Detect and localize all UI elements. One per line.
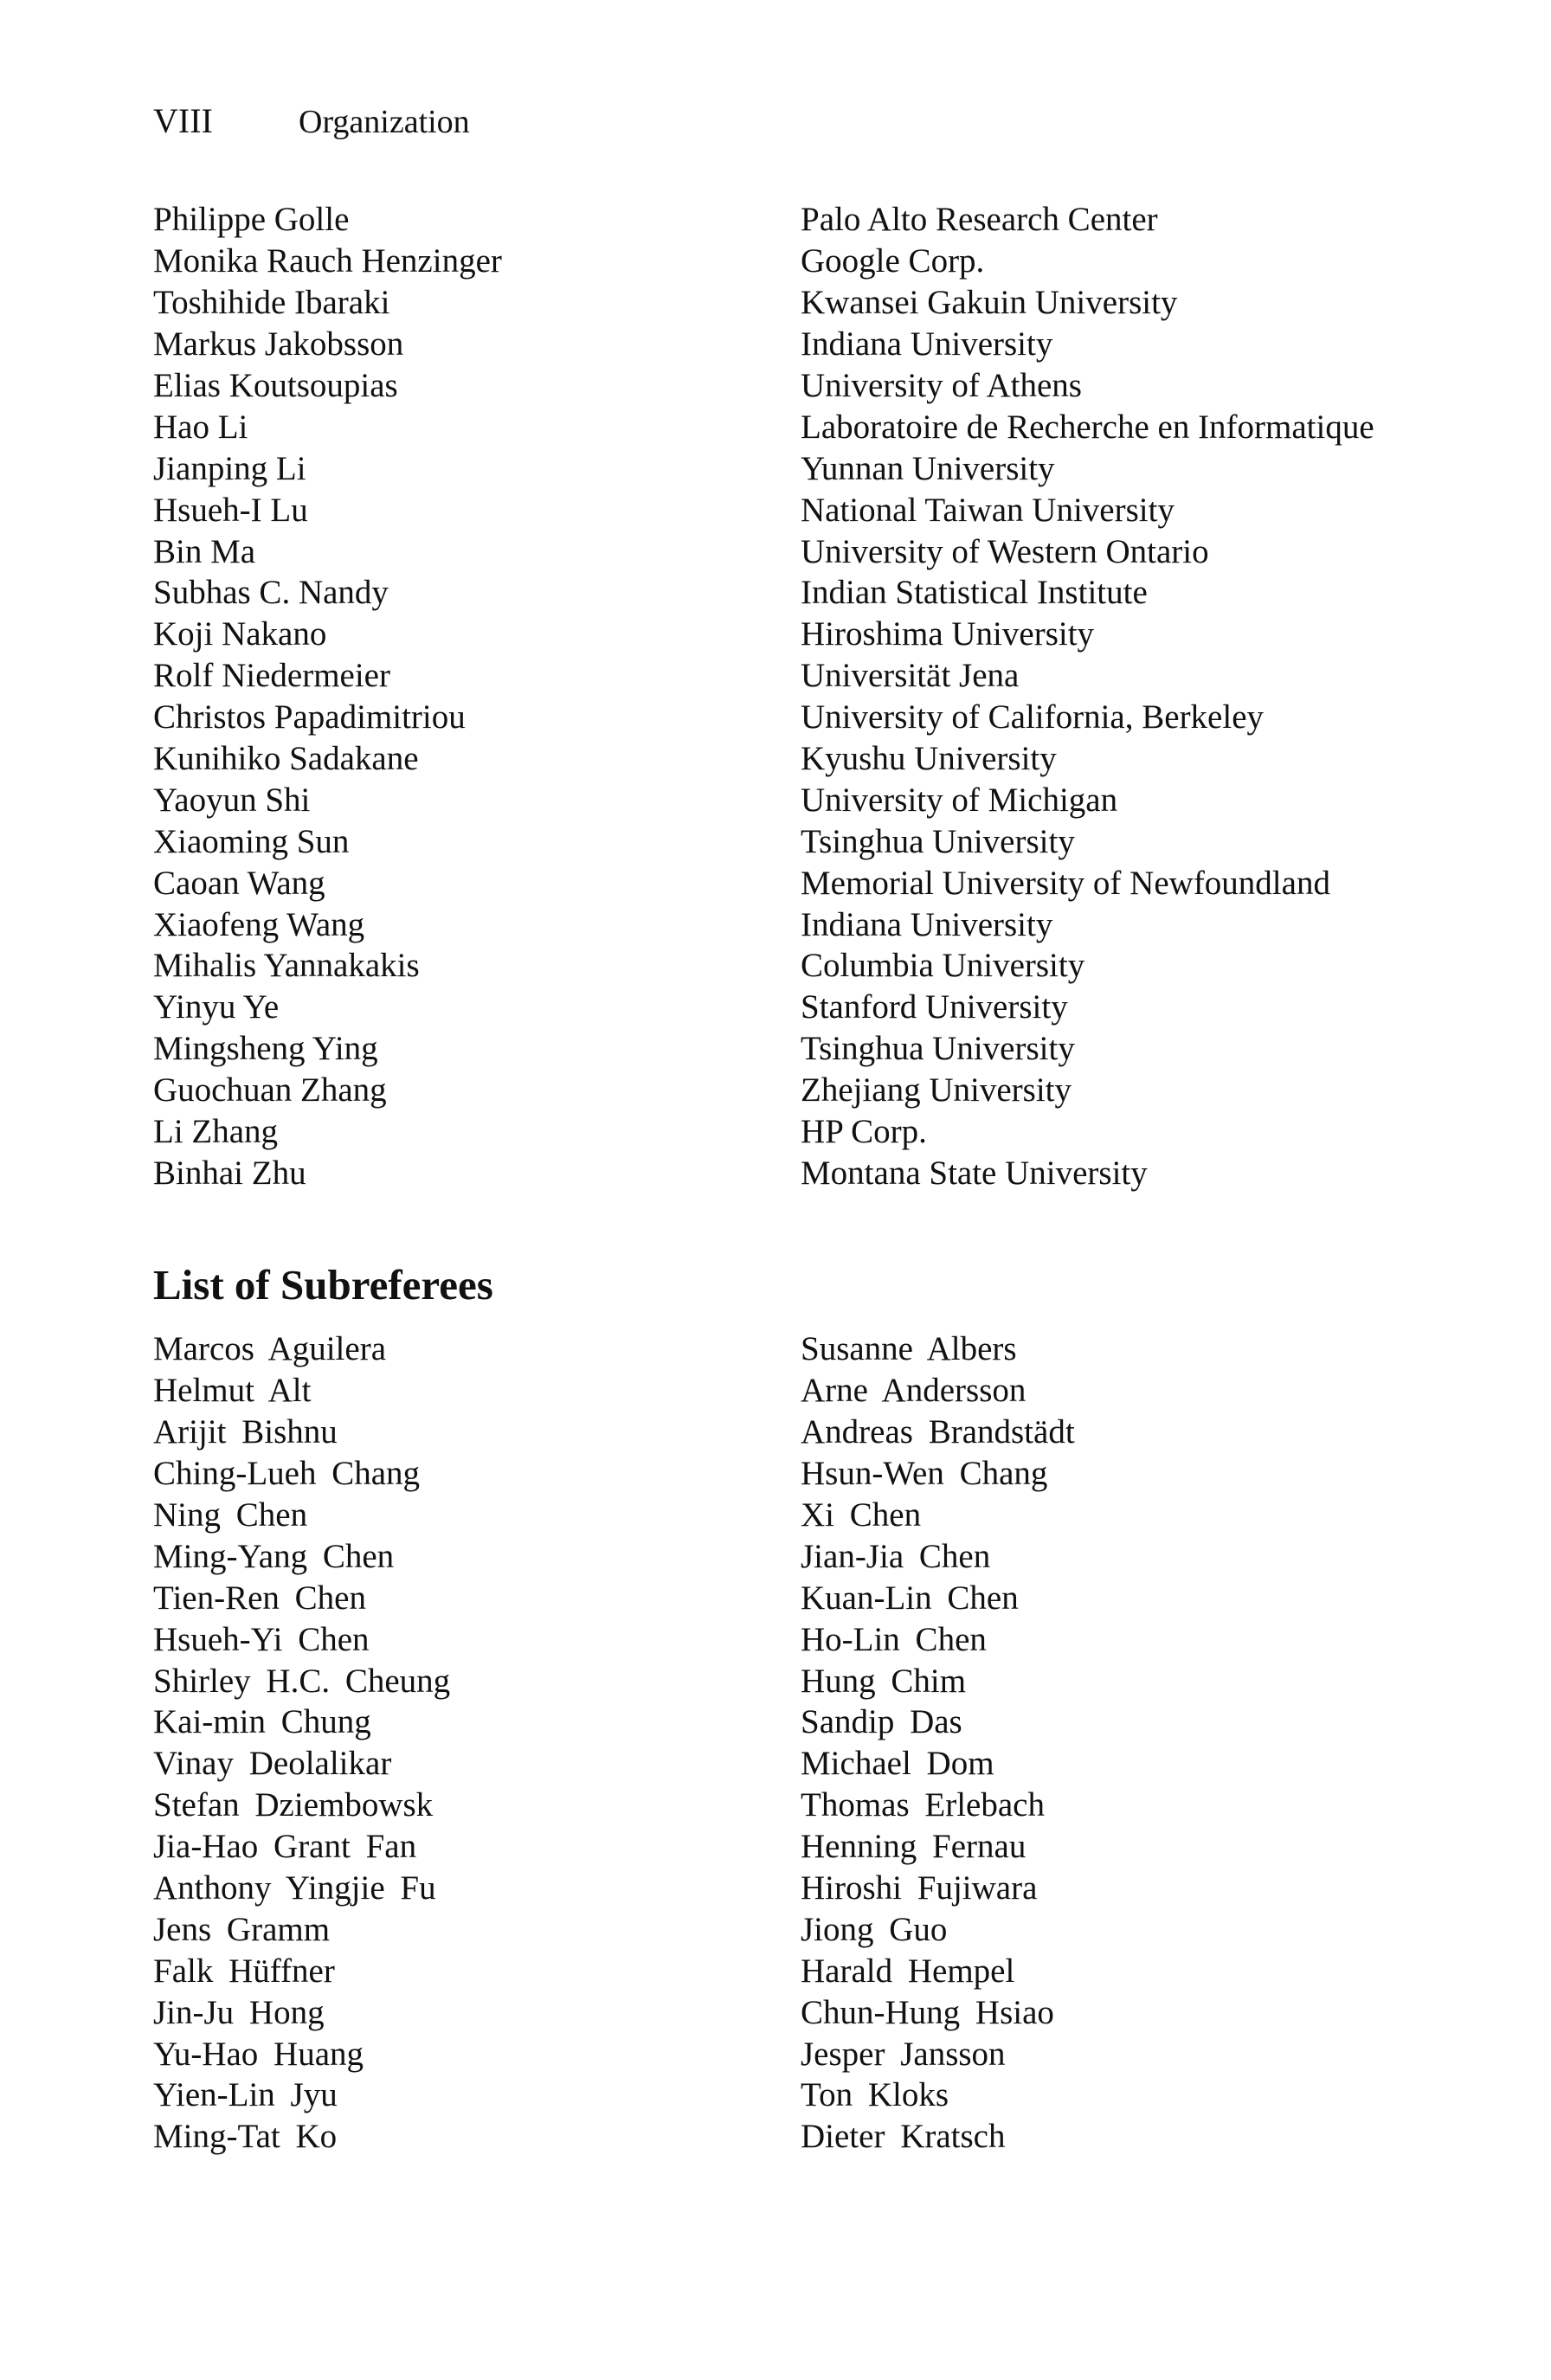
committee-row	[153, 987, 1417, 1028]
subreferee-name: Jesper Jansson	[801, 2035, 1006, 2073]
member-affiliation: Tsinghua University	[801, 822, 1075, 860]
committee-row	[153, 324, 1417, 365]
member-affiliation: Tsinghua University	[801, 1030, 1075, 1068]
subreferee-name: Hsueh-Yi Chen	[153, 1620, 370, 1658]
subreferee-row	[153, 1535, 1417, 1577]
subreferee-list	[153, 1328, 1417, 2158]
subreferee-row	[153, 1328, 1417, 1370]
subreferee-name: Yu-Hao Huang	[153, 2035, 364, 2073]
subreferee-name: Thomas Erlebach	[801, 1786, 1045, 1824]
subreferees-section-title: List of Subreferees	[153, 1261, 493, 1309]
committee-row	[153, 738, 1417, 780]
subreferee-name: Shirley H.C. Cheung	[153, 1662, 451, 1700]
committee-row	[153, 1070, 1417, 1111]
member-name: Hao Li	[153, 408, 248, 446]
member-affiliation: University of Michigan	[801, 781, 1118, 819]
member-name: Mingsheng Ying	[153, 1030, 378, 1068]
subreferee-name: Kai-min Chung	[153, 1703, 371, 1741]
subreferee-row	[153, 1826, 1417, 1868]
subreferee-row	[153, 1618, 1417, 1660]
committee-list	[153, 199, 1417, 1193]
subreferee-row	[153, 2116, 1417, 2158]
committee-row	[153, 406, 1417, 447]
subreferee-name: Anthony Yingjie Fu	[153, 1869, 436, 1907]
subreferee-row	[153, 1743, 1417, 1785]
member-affiliation: Zhejiang University	[801, 1071, 1072, 1110]
member-name: Guochuan Zhang	[153, 1071, 387, 1110]
subreferee-name: Henning Fernau	[801, 1828, 1026, 1866]
subreferee-row	[153, 1453, 1417, 1495]
member-name: Markus Jakobsson	[153, 325, 404, 363]
member-affiliation: Memorial University of Newfoundland	[801, 864, 1330, 902]
subreferee-name: Jiong Guo	[801, 1910, 948, 1948]
subreferee-name: Hiroshi Fujiwara	[801, 1869, 1038, 1907]
subreferee-row	[153, 1412, 1417, 1453]
committee-row	[153, 945, 1417, 987]
member-affiliation: Montana State University	[801, 1154, 1148, 1192]
subreferee-name: Tien-Ren Chen	[153, 1579, 366, 1617]
committee-row	[153, 697, 1417, 738]
committee-row	[153, 572, 1417, 614]
subreferee-row	[153, 1495, 1417, 1536]
member-affiliation: Stanford University	[801, 988, 1068, 1026]
page-header	[153, 97, 470, 146]
member-name: Monika Rauch Henzinger	[153, 242, 502, 280]
subreferee-name: Yien-Lin Jyu	[153, 2076, 338, 2114]
member-affiliation: Google Corp.	[801, 242, 985, 280]
subreferee-row	[153, 1701, 1417, 1743]
committee-row	[153, 241, 1417, 282]
subreferee-name: Arne Andersson	[801, 1372, 1026, 1410]
subreferee-name: Jens Gramm	[153, 1910, 331, 1948]
member-affiliation: National Taiwan University	[801, 491, 1175, 529]
committee-row	[153, 1152, 1417, 1193]
subreferee-name: Ming-Tat Ko	[153, 2118, 338, 2156]
subreferee-name: Sandip Das	[801, 1703, 962, 1741]
member-affiliation: Indiana University	[801, 905, 1053, 943]
subreferee-name: Ho-Lin Chen	[801, 1620, 987, 1658]
member-affiliation: Kyushu University	[801, 740, 1057, 778]
member-name: Xiaoming Sun	[153, 822, 350, 860]
subreferee-row	[153, 1908, 1417, 1950]
subreferee-row	[153, 1660, 1417, 1701]
subreferee-name: Ton Kloks	[801, 2076, 949, 2114]
subreferee-name: Chun-Hung Hsiao	[801, 1993, 1054, 2031]
member-name: Caoan Wang	[153, 864, 325, 902]
committee-row	[153, 282, 1417, 324]
member-name: Xiaofeng Wang	[153, 905, 365, 943]
subreferee-name: Stefan Dziembowsk	[153, 1786, 434, 1824]
committee-row	[153, 1111, 1417, 1153]
member-affiliation: Yunnan University	[801, 449, 1055, 487]
committee-row	[153, 779, 1417, 820]
committee-row	[153, 862, 1417, 904]
subreferee-name: Dieter Kratsch	[801, 2118, 1006, 2156]
member-affiliation: University of California, Berkeley	[801, 698, 1265, 737]
subreferee-name: Jin-Ju Hong	[153, 1993, 325, 2031]
subreferee-name: Michael Dom	[801, 1745, 994, 1783]
committee-row	[153, 820, 1417, 862]
subreferee-name: Jia-Hao Grant Fan	[153, 1828, 417, 1866]
member-name: Koji Nakano	[153, 615, 327, 653]
subreferee-name: Marcos Aguilera	[153, 1330, 387, 1368]
committee-row	[153, 1028, 1417, 1070]
member-name: Subhas C. Nandy	[153, 574, 389, 612]
member-affiliation: Columbia University	[801, 947, 1085, 985]
committee-row	[153, 531, 1417, 572]
subreferee-name: Ning Chen	[153, 1496, 308, 1534]
member-affiliation: Universität Jena	[801, 657, 1020, 695]
member-name: Yinyu Ye	[153, 988, 280, 1026]
subreferee-name: Falk Hüffner	[153, 1952, 335, 1990]
member-name: Hsueh-I Lu	[153, 491, 308, 529]
committee-row	[153, 199, 1417, 241]
subreferee-row	[153, 1991, 1417, 2033]
committee-row	[153, 365, 1417, 407]
subreferee-name: Andreas Brandstädt	[801, 1413, 1075, 1451]
member-name: Toshihide Ibaraki	[153, 284, 390, 322]
subreferee-row	[153, 1577, 1417, 1618]
subreferee-row	[153, 2033, 1417, 2074]
committee-row	[153, 447, 1417, 489]
subreferee-name: Harald Hempel	[801, 1952, 1015, 1990]
member-name: Philippe Golle	[153, 201, 350, 239]
subreferee-name: Vinay Deolalikar	[153, 1745, 392, 1783]
member-affiliation: Laboratoire de Recherche en Informatique	[801, 408, 1374, 446]
member-name: Christos Papadimitriou	[153, 698, 466, 737]
subreferee-row	[153, 1868, 1417, 1909]
subreferee-name: Susanne Albers	[801, 1330, 1017, 1368]
member-name: Binhai Zhu	[153, 1154, 306, 1192]
committee-row	[153, 614, 1417, 655]
committee-row	[153, 904, 1417, 945]
subreferee-name: Ming-Yang Chen	[153, 1537, 395, 1575]
page-number: VIII	[153, 101, 213, 140]
member-affiliation: Hiroshima University	[801, 615, 1095, 653]
subreferee-row	[153, 2074, 1417, 2116]
member-name: Bin Ma	[153, 532, 256, 570]
subreferee-name: Arijit Bishnu	[153, 1413, 338, 1451]
member-affiliation: Indiana University	[801, 325, 1053, 363]
subreferee-row	[153, 1370, 1417, 1412]
committee-row	[153, 655, 1417, 697]
running-title: Organization	[299, 104, 470, 140]
member-name: Rolf Niedermeier	[153, 657, 390, 695]
committee-row	[153, 489, 1417, 531]
member-name: Kunihiko Sadakane	[153, 740, 419, 778]
member-affiliation: Palo Alto Research Center	[801, 201, 1158, 239]
member-affiliation: HP Corp.	[801, 1113, 927, 1151]
subreferee-name: Hung Chim	[801, 1662, 967, 1700]
subreferee-name: Jian-Jia Chen	[801, 1537, 991, 1575]
member-name: Yaoyun Shi	[153, 781, 311, 819]
subreferee-name: Ching-Lueh Chang	[153, 1455, 421, 1493]
member-affiliation: Kwansei Gakuin University	[801, 284, 1178, 322]
subreferee-name: Kuan-Lin Chen	[801, 1579, 1019, 1617]
member-name: Mihalis Yannakakis	[153, 947, 420, 985]
subreferee-row	[153, 1950, 1417, 1991]
member-affiliation: University of Western Ontario	[801, 532, 1209, 570]
member-name: Elias Koutsoupias	[153, 367, 398, 404]
member-affiliation: University of Athens	[801, 367, 1082, 404]
member-name: Li Zhang	[153, 1113, 279, 1151]
subreferee-name: Hsun-Wen Chang	[801, 1455, 1048, 1493]
subreferee-name: Xi Chen	[801, 1496, 922, 1534]
member-name: Jianping Li	[153, 449, 306, 487]
subreferee-name: Helmut Alt	[153, 1372, 312, 1410]
member-affiliation: Indian Statistical Institute	[801, 574, 1148, 612]
subreferee-row	[153, 1785, 1417, 1826]
